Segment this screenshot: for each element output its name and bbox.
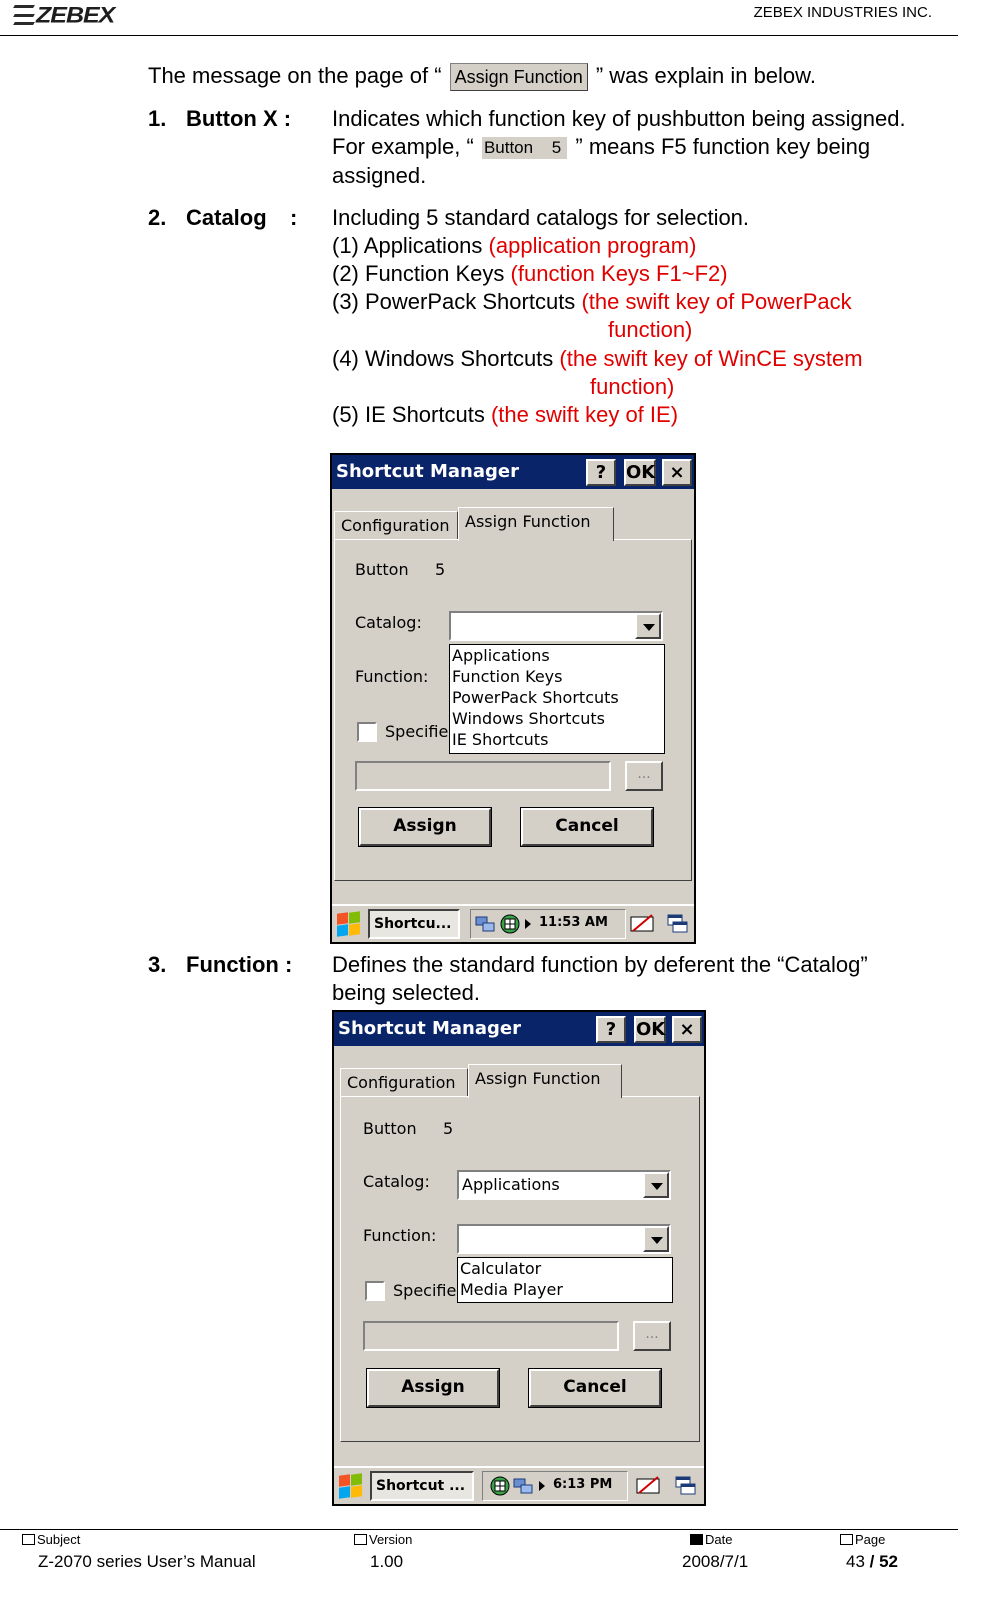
catalog-option-2: (2) Function Keys (function Keys F1~F2) (332, 261, 728, 286)
chevron-down-icon[interactable] (643, 1172, 669, 1198)
list-item[interactable]: Calculator (460, 1259, 542, 1278)
list-item[interactable]: Media Player (460, 1280, 563, 1299)
close-button[interactable]: × (662, 459, 692, 486)
catalog-option-5: (5) IE Shortcuts (the swift key of IE) (332, 402, 679, 427)
clock: 11:53 AM (539, 915, 608, 930)
window-title: Shortcut Manager (336, 461, 519, 482)
item1-number: 1. (148, 106, 167, 131)
function-dropdown-list (457, 1257, 673, 1303)
document-icon (354, 1534, 367, 1545)
specific-label: Specifie (393, 1281, 457, 1300)
item1-line2: For example, “ Button 5 ” means F5 function key being (332, 134, 871, 159)
item2-colon: : (290, 205, 298, 230)
catalog-option-4: (4) Windows Shortcuts (the swift key of WinCE system (332, 346, 863, 371)
book-icon (840, 1534, 853, 1545)
screenshot-2-window (332, 1010, 706, 1506)
system-tray (470, 909, 626, 939)
taskbar-shortcut-button[interactable]: Shortcut ... (370, 1471, 474, 1501)
catalog-label: Catalog: (355, 613, 422, 632)
company-name: ZEBEX INDUSTRIES INC. (753, 4, 932, 21)
list-item[interactable]: Windows Shortcuts (452, 709, 605, 728)
catalog-combo[interactable]: Applications (457, 1170, 671, 1200)
item3-line1: Defines the standard function by deferent the “Catalog” (332, 952, 868, 977)
sync-icon[interactable] (489, 1475, 511, 1497)
help-button[interactable]: ? (586, 459, 616, 486)
item1-button-5-sample: Button 5 (482, 137, 567, 159)
network-icon[interactable] (475, 913, 497, 935)
item2-term: Catalog (186, 205, 267, 230)
list-item[interactable]: IE Shortcuts (452, 730, 549, 749)
taskbar (332, 904, 694, 942)
tab-configuration[interactable]: Configuration (334, 511, 458, 541)
close-button[interactable]: × (672, 1016, 702, 1043)
title-bar (332, 455, 694, 489)
cancel-button[interactable]: Cancel (529, 1369, 661, 1407)
path-field[interactable] (355, 761, 611, 791)
zebex-logo (14, 1, 115, 28)
network-icon[interactable] (513, 1475, 535, 1497)
catalog-combo[interactable] (449, 611, 663, 641)
intro-assign-function-button: Assign Function (450, 63, 588, 91)
item2-number: 2. (148, 205, 167, 230)
footer-subject: Z-2070 series User’s Manual (38, 1552, 256, 1571)
button-label: Button (355, 560, 409, 579)
ok-button[interactable]: OK (624, 459, 656, 486)
item1-line3: assigned. (332, 163, 427, 188)
footer-subject-label: Subject (22, 1532, 80, 1547)
tab-assign-function[interactable]: Assign Function (458, 507, 614, 541)
assign-button[interactable]: Assign (367, 1369, 499, 1407)
footer-rule (0, 1529, 958, 1530)
footer-date-label: Date (690, 1532, 732, 1547)
path-field[interactable] (363, 1321, 619, 1351)
assign-button[interactable]: Assign (359, 808, 491, 846)
windows-start-icon[interactable] (334, 910, 362, 938)
input-panel-icon[interactable] (636, 1475, 658, 1497)
tab-assign-function[interactable]: Assign Function (468, 1064, 622, 1098)
footer-page-label: Page (840, 1532, 885, 1547)
folder-icon (22, 1534, 35, 1545)
function-label: Function: (363, 1226, 437, 1245)
screenshot-1-window (330, 453, 696, 944)
windows-switch-icon[interactable] (666, 913, 688, 935)
input-panel-icon[interactable] (630, 913, 652, 935)
catalog-option-3: (3) PowerPack Shortcuts (the swift key of PowerPack (332, 289, 852, 314)
logo-text: ZEBEX (36, 1, 115, 28)
item1-term: Button X : (186, 106, 292, 131)
header-rule (0, 35, 958, 36)
button-number: 5 (443, 1119, 454, 1138)
footer-version-label: Version (354, 1532, 412, 1547)
catalog-option-4-cont: function) (590, 374, 675, 399)
specific-label: Specifie (385, 722, 449, 741)
specific-checkbox[interactable] (365, 1281, 385, 1301)
specific-checkbox[interactable] (357, 722, 377, 742)
taskbar-shortcut-button[interactable]: Shortcu... (368, 909, 460, 939)
title-bar (334, 1012, 704, 1046)
catalog-dropdown-list (449, 644, 665, 754)
taskbar (334, 1466, 704, 1504)
help-button[interactable]: ? (596, 1016, 626, 1043)
system-tray (482, 1471, 628, 1501)
tab-configuration[interactable]: Configuration (340, 1068, 468, 1098)
intro-text: The message on the page of “ Assign Function ” was explain in below. (148, 62, 816, 91)
clock: 6:13 PM (553, 1477, 613, 1492)
item3-term: Function : (186, 952, 293, 977)
item3-number: 3. (148, 952, 167, 977)
footer-page: 43 / 52 (846, 1552, 899, 1571)
item3-line2: being selected. (332, 980, 480, 1005)
item1-line1: Indicates which function key of pushbutton being assigned. (332, 106, 906, 131)
sync-icon[interactable] (499, 913, 521, 935)
window-title: Shortcut Manager (338, 1018, 521, 1039)
assign-function-panel (340, 1096, 700, 1442)
browse-button[interactable]: ... (633, 1321, 671, 1351)
browse-button[interactable]: ... (625, 761, 663, 791)
item2-line1: Including 5 standard catalogs for selection. (332, 205, 750, 230)
list-item[interactable]: PowerPack Shortcuts (452, 688, 619, 707)
chevron-down-icon[interactable] (635, 613, 661, 639)
button-number: 5 (435, 560, 446, 579)
chevron-down-icon[interactable] (643, 1226, 669, 1252)
cancel-button[interactable]: Cancel (521, 808, 653, 846)
catalog-label: Catalog: (363, 1172, 430, 1191)
logo-stripes-icon (14, 5, 34, 25)
catalog-option-1: (1) Applications (application program) (332, 233, 697, 258)
list-item[interactable]: Function Keys (452, 667, 563, 686)
footer-version: 1.00 (370, 1552, 404, 1571)
tray-arrow-icon[interactable] (525, 919, 531, 929)
catalog-option-3-cont: function) (608, 317, 693, 342)
button-label: Button (363, 1119, 417, 1138)
calendar-icon (690, 1534, 703, 1545)
tray-arrow-icon[interactable] (539, 1481, 545, 1491)
assign-function-panel (334, 539, 692, 881)
footer-date: 2008/7/1 (682, 1552, 749, 1571)
windows-switch-icon[interactable] (674, 1475, 696, 1497)
function-label: Function: (355, 667, 429, 686)
windows-start-icon[interactable] (336, 1472, 364, 1500)
function-combo[interactable] (457, 1224, 671, 1254)
ok-button[interactable]: OK (634, 1016, 666, 1043)
list-item[interactable]: Applications (452, 646, 550, 665)
